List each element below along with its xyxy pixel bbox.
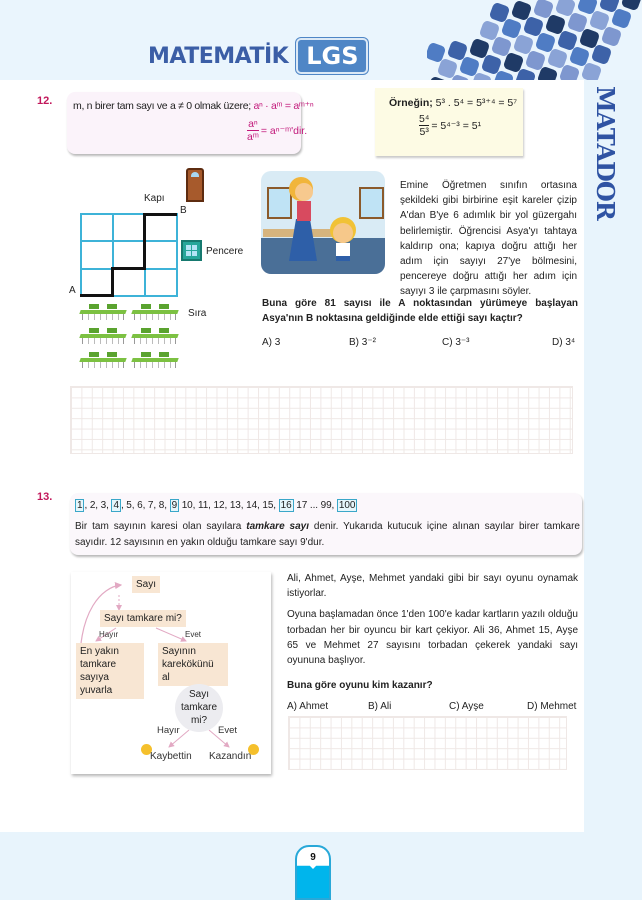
decorative-dot-pattern [427, 0, 642, 80]
example-line2 [419, 113, 481, 138]
flow-check-2: Sayı tamkare mi? [175, 684, 223, 732]
example-denominator: 5³ [419, 126, 429, 138]
side-brand-label: MATADOR [591, 86, 620, 220]
desk-icon [132, 328, 178, 344]
option-d[interactable]: D) 3⁴ [552, 337, 576, 348]
tamkare-definition-box [70, 493, 582, 555]
option-c[interactable]: C) 3⁻³ [442, 337, 470, 348]
page-number: 9 [310, 852, 316, 863]
question-12-number: 12. [37, 95, 53, 107]
flow-yes-2: Evet [218, 725, 238, 736]
lgs-badge: LGS [296, 38, 368, 74]
example-label: Örneğin; [389, 97, 433, 109]
option-b[interactable]: B) 3⁻² [349, 337, 376, 348]
desk-icon [132, 352, 178, 368]
path-segment [143, 213, 177, 216]
subject-title: MATEMATİK [148, 43, 289, 69]
scratch-grid-13[interactable] [288, 716, 567, 770]
desk-icon [80, 304, 126, 320]
question-13-number: 13. [37, 491, 53, 503]
page-header [0, 0, 642, 80]
option-a[interactable]: A) 3 [262, 337, 281, 348]
desk-icon [132, 304, 178, 320]
game-story: Oyuna başlamadan önce 1'den 100'e kadar kartların yazılı olduğu torbadan her bir oyuncu bir kart çekiyor. Ali 36, Ahmet 15, Ayşe 65 ve Mehmet 27 sayısını torbadan çekerek yandaki sayı oyununa başlıyor. [287, 609, 578, 667]
scratch-grid-12[interactable] [70, 386, 573, 454]
sequence-text: , 2, 3, [84, 500, 112, 511]
game-flowchart [71, 572, 271, 774]
desk-icon [80, 328, 126, 344]
teacher-figure [295, 183, 313, 201]
question-13-prompt: Buna göre oyunu kim kazanır? [287, 680, 433, 691]
game-intro: Ali, Ahmet, Ayşe, Mehmet yandaki gibi bir sayı oyunu oynamak istiyorlar. [287, 573, 578, 600]
example-numerator: 5⁴ [419, 113, 430, 125]
sequence-text: , 5, 6, 7, 8, [120, 500, 170, 511]
boxed-square-number: 16 [280, 500, 292, 511]
page-number-tab [295, 845, 331, 900]
classroom-illustration [261, 171, 385, 274]
path-segment [111, 267, 114, 297]
boxed-square-number: 100 [338, 500, 356, 511]
flow-lose: Kaybettin [150, 751, 192, 762]
point-a-label: A [69, 285, 76, 296]
question-12-story: Emine Öğretmen sınıfın ortasına şekildeki gibi birbirine eşit kareler çizip A'dan B'ye 6 adımlık bir yol güzergahı belirlemiştir. Öğrencisi Asya'yı tahtaya kaldırıp ona; kapıya doğru attığı her adım için sayıyı 27'ye bölmesini, pencereye doğru attığı her adım için sayıyı 3 ile çarpmasını söyler. [400, 180, 577, 298]
student-figure [333, 223, 353, 243]
flow-yes-1: Evet [185, 630, 202, 639]
boxed-square-number: 1 [77, 500, 83, 511]
example-line2-result: = 5⁴⁻³ = 5¹ [431, 119, 482, 132]
path-segment [80, 294, 114, 297]
rule-quotient-numerator: aⁿ [248, 118, 258, 130]
exponent-rule-box [67, 92, 314, 154]
classroom-grid-diagram [66, 168, 266, 380]
path-segment [143, 213, 146, 270]
desk-label: Sıra [188, 308, 207, 319]
boxed-square-number: 4 [113, 500, 119, 511]
flow-win: Kazandın [209, 751, 252, 762]
window-icon [181, 240, 202, 261]
path-segment [111, 267, 146, 270]
flow-no-1: Hayır [99, 630, 119, 639]
tamkare-definition: Bir tam sayının karesi olan sayılara tamkare sayı denir. Yukarıda kutucuk içine alınan sayılar birer tamkare sayıdır. 12 sayısının en yakın olduğu tamkare sayı 9'dur. [75, 521, 580, 548]
tamkare-term: tamkare sayı [246, 521, 310, 532]
flow-start: Sayı [132, 576, 160, 593]
step-grid [80, 213, 176, 295]
boxed-square-number: 9 [171, 500, 178, 511]
flow-no-2: Hayır [157, 725, 180, 736]
rule-quotient [247, 118, 307, 143]
sequence-text: 17 ... 99, [293, 500, 337, 511]
rule-intro: m, n birer tam sayı ve a ≠ 0 olmak üzere; [73, 100, 251, 112]
flow-round: En yakın tamkare sayıya yuvarla [76, 643, 144, 699]
window-label: Pencere [206, 246, 244, 257]
option-a[interactable]: A) Ahmet [287, 701, 329, 712]
door-label: Kapı [144, 193, 165, 204]
sequence-text: 10, 11, 12, 13, 14, 15, [179, 500, 279, 511]
example-box [375, 88, 523, 156]
option-b[interactable]: B) Ali [368, 701, 392, 712]
flow-sqrt: Sayının karekökünü al [158, 643, 228, 686]
question-13-intro [287, 571, 578, 668]
point-b-label: B [180, 205, 187, 216]
flow-check-1: Sayı tamkare mi? [100, 610, 186, 627]
header-title [148, 38, 368, 74]
window-left [267, 187, 292, 219]
rule-product: aⁿ · aᵐ = aᵐ⁺ⁿ [253, 100, 314, 112]
option-d[interactable]: D) Mehmet [527, 701, 577, 712]
option-c[interactable]: C) Ayşe [449, 701, 484, 712]
example-line1: 5³ . 5⁴ = 5³⁺⁴ = 5⁷ [435, 97, 518, 109]
question-12-prompt: Buna göre 81 sayısı ile A noktasından yürümeye başlayan Asya'nın B noktasına geldiğinde elde ettiği sayı kaçtır? [262, 298, 578, 325]
number-sequence [75, 500, 357, 511]
window-right [359, 187, 384, 219]
rule-quotient-result: = aⁿ⁻ᵐ'dir. [260, 124, 308, 137]
desk-icon [80, 352, 126, 368]
door-icon [186, 168, 204, 202]
rule-quotient-denominator: aᵐ [247, 131, 259, 143]
